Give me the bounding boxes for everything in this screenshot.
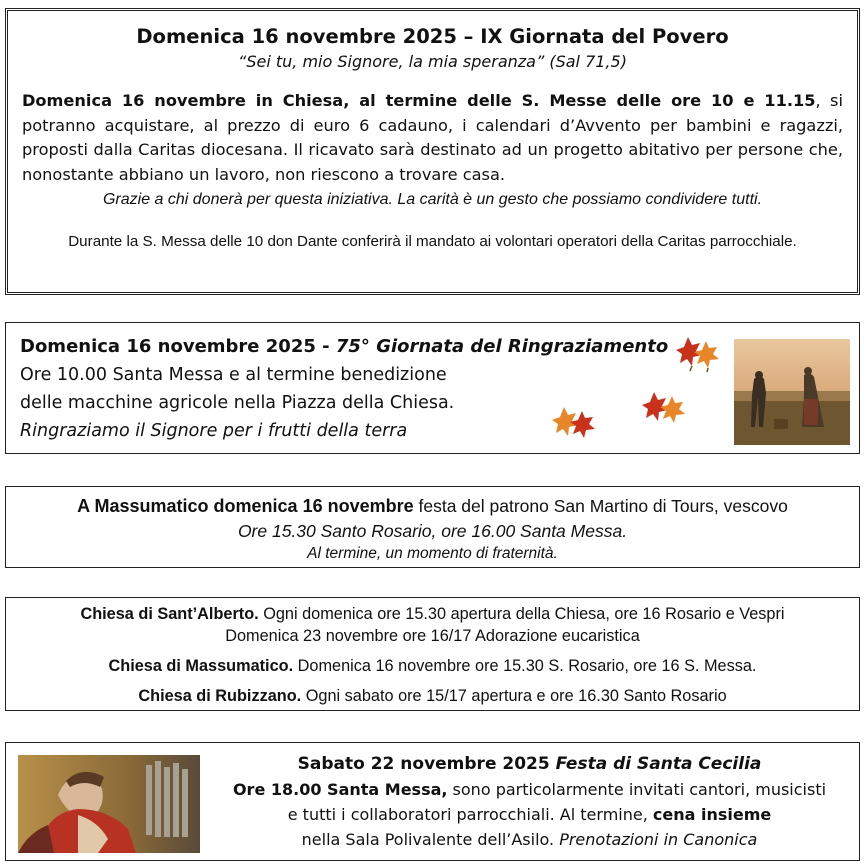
box4-row2: Domenica 23 novembre ore 16/17 Adorazione eucaristica bbox=[225, 627, 640, 645]
box-chiese bbox=[5, 597, 860, 711]
box1-thanks: Grazie a chi donerà per questa iniziativa. La carità è un gesto che possiamo condividere tutti. bbox=[102, 191, 763, 208]
box5-line3-pre: e tutti i collaboratori parrocchiali. Al termine, bbox=[287, 805, 653, 824]
autumn-leaves-icon bbox=[640, 388, 688, 428]
box4-row4-rest: Ogni sabato ore 15/17 apertura e ore 16.30 Santo Rosario bbox=[301, 687, 727, 705]
box1-title: Domenica 16 novembre 2025 – IX Giornata del Povero bbox=[136, 25, 729, 48]
box4-row4 bbox=[6, 685, 859, 707]
box2-title-italic: 75° Giornata del Ringraziamento bbox=[335, 336, 669, 357]
box1-subtitle: “Sei tu, mio Signore, la mia speranza” (Sal 71,5) bbox=[238, 52, 627, 71]
box1-mandate: Durante la S. Messa delle 10 don Dante conferirà il mandato ai volontari operatori della Caritas parrocchiale. bbox=[68, 233, 797, 250]
box5-title-italic: Festa di Santa Cecilia bbox=[555, 754, 762, 774]
box2-line2: delle macchine agricole nella Piazza della Chiesa. bbox=[20, 393, 455, 413]
box1-para-rest: , si potranno acquistare, al prezzo di euro 6 cadauno, i calendari d’Avvento per bambini e ragazzi, proposti dalla Caritas diocesana. Il ricavato sarà destinato ad un progetto abitativo per persone che, nonostante abbiano un lavoro, non riescono a trovare casa. bbox=[22, 91, 843, 184]
autumn-leaves-icon bbox=[550, 403, 598, 443]
box3-line1 bbox=[6, 493, 859, 519]
box4-row1-rest: Ogni domenica ore 15.30 apertura della Chiesa, ore 16 Rosario e Vespri bbox=[258, 605, 785, 623]
box1-para-bold: Domenica 16 novembre in Chiesa, al termine delle S. Messe delle ore 10 e 11.15 bbox=[22, 91, 816, 110]
autumn-leaves-icon bbox=[674, 333, 722, 373]
box2-title bbox=[20, 333, 668, 361]
box5-line4-pre: nella Sala Polivalente dell’Asilo. bbox=[301, 830, 560, 849]
box5-title bbox=[206, 751, 853, 777]
box2-line3: Ringraziamo il Signore per i frutti della terra bbox=[20, 421, 408, 441]
box5-line2-rest: sono particolarmente invitati cantori, musicisti bbox=[447, 780, 827, 799]
box3-line1-rest: festa del patrono San Martino di Tours, vescovo bbox=[413, 496, 788, 516]
box5-line3 bbox=[206, 802, 853, 827]
box4-row1-bold: Chiesa di Sant’Alberto. bbox=[80, 605, 259, 623]
box4-row3 bbox=[6, 655, 859, 677]
box4-row3-rest: Domenica 16 novembre ore 15.30 S. Rosario, ore 16 S. Messa. bbox=[293, 657, 757, 675]
box2-title-bold: Domenica 16 novembre 2025 - bbox=[20, 336, 336, 357]
box5-line2 bbox=[206, 777, 853, 802]
box4-row3-bold: Chiesa di Massumatico. bbox=[108, 657, 294, 675]
box1-paragraph bbox=[22, 89, 843, 187]
box5-text bbox=[206, 751, 853, 852]
box5-line3-bold: cena insieme bbox=[652, 805, 772, 824]
angelus-painting bbox=[734, 339, 850, 445]
box5-title-bold: Sabato 22 novembre 2025 bbox=[297, 754, 556, 774]
box4-row4-bold: Chiesa di Rubizzano. bbox=[138, 687, 302, 705]
box5-line4-italic: Prenotazioni in Canonica bbox=[559, 830, 758, 849]
box4-row1 bbox=[6, 603, 859, 625]
box-ringraziamento bbox=[5, 322, 860, 454]
box3-line2: Ore 15.30 Santo Rosario, ore 16.00 Santa Messa. bbox=[237, 521, 628, 541]
saint-cecilia-painting bbox=[18, 755, 200, 853]
box3-line1-bold: A Massumatico domenica 16 novembre bbox=[77, 496, 414, 516]
box-massumatico bbox=[5, 486, 860, 568]
box-giornata-povero bbox=[5, 8, 860, 295]
box5-line2-bold: Ore 18.00 Santa Messa, bbox=[232, 780, 448, 799]
box5-line4 bbox=[206, 827, 853, 852]
box2-line1: Ore 10.00 Santa Messa e al termine benedizione bbox=[20, 365, 447, 385]
box3-line3: Al termine, un momento di fraternità. bbox=[307, 545, 558, 562]
box-santa-cecilia bbox=[5, 742, 860, 861]
